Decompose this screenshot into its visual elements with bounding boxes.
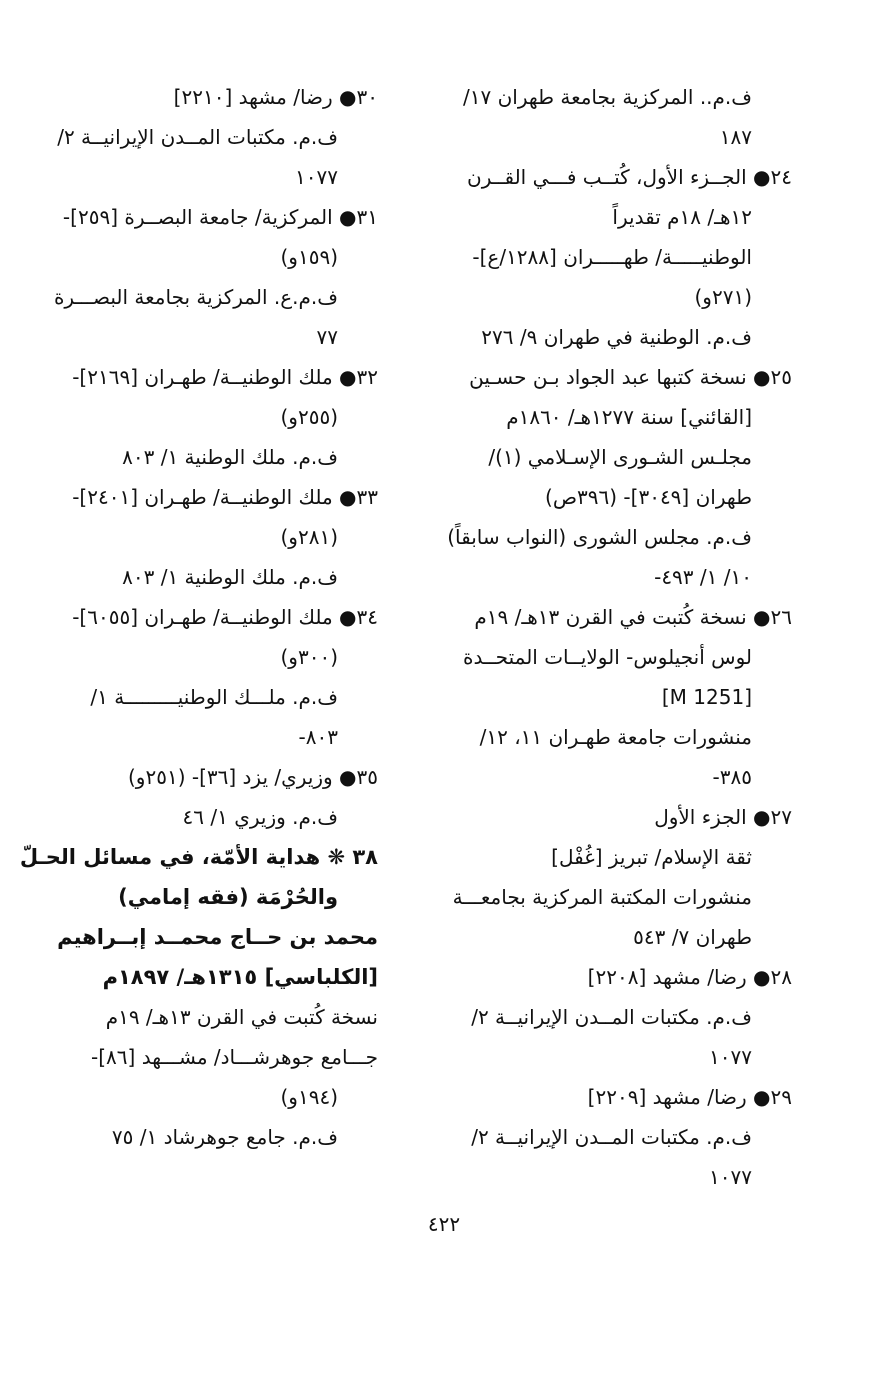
text-line: ٣٤● ملك الوطنيــة/ طهـران [٦٠٥٥]- xyxy=(72,605,378,629)
text-line: ف.م. جامع جوهرشاد ١/ ٧٥ xyxy=(111,1125,338,1149)
text-line: [القائني] سنة ١٢٧٧هـ/ ١٨٦٠م xyxy=(506,405,752,429)
text-line: (١٥٩و) xyxy=(280,245,338,269)
text-line: ف.م. ملك الوطنية ١/ ٨٠٣ xyxy=(122,445,338,469)
text-line: طهران ٧/ ٥٤٣ xyxy=(633,925,752,949)
text-line: لوس أنجيلوس- الولايــات المتحــدة xyxy=(462,645,752,669)
text-line: ١٠/ ١/ ٤٩٣- xyxy=(654,565,752,589)
text-line: ف.م. مكتبات المــدن الإيرانيــة ٢/ xyxy=(471,1125,752,1149)
text-line: ٣٢● ملك الوطنيــة/ طهـران [٢١٦٩]- xyxy=(72,365,378,389)
text-line: ٢٨● رضا/ مشهد [٢٢٠٨] xyxy=(587,965,792,989)
text-line: ٣٣● ملك الوطنيــة/ طهـران [٢٤٠١]- xyxy=(72,485,378,509)
text-line: (٢٨١و) xyxy=(280,525,338,549)
text-line: ١٠٧٧ xyxy=(295,165,338,189)
text-line: [الكلباسي] ١٣١٥هـ/ ١٨٩٧م xyxy=(102,965,378,989)
text-line: ٢٦● نسخة كُتبت في القرن ١٣هـ/ ١٩م xyxy=(474,605,792,629)
text-line: ٢٧● الجزء الأول xyxy=(654,805,792,829)
text-line: ٣٥● وزيري/ يزد [٣٦]- (٢٥١و) xyxy=(127,765,378,789)
text-line: جـــامع جوهرشـــاد/ مشـــهد [٨٦]- xyxy=(91,1045,378,1069)
text-line: نسخة كُتبت في القرن ١٣هـ/ ١٩م xyxy=(105,1005,378,1029)
page-number: ٤٢٢ xyxy=(427,1212,461,1236)
right-column xyxy=(440,77,792,1197)
text-line: ف.م. مجلس الشورى (النواب سابقاً) xyxy=(447,525,752,549)
text-line: ف.م. وزيري ١/ ٤٦ xyxy=(182,805,338,829)
text-line: ٣٠● رضا/ مشهد [٢٢١٠] xyxy=(173,85,378,109)
text-line: (٣٠٠و) xyxy=(280,645,338,669)
left-column xyxy=(19,77,378,1157)
text-line: ٣١● المركزية/ جامعة البصــرة [٢٥٩]- xyxy=(62,205,378,229)
text-line: مجلـس الشـورى الإسـلامي (١)/ xyxy=(488,445,752,469)
text-line: ٢٥● نسخة كتبها عبد الجواد بـن حسـين xyxy=(469,365,792,389)
text-line: ٢٩● رضا/ مشهد [٢٢٠٩] xyxy=(587,1085,792,1109)
text-line: ١٠٧٧ xyxy=(709,1165,752,1189)
text-line: ٧٧ xyxy=(316,325,338,349)
text-line: ١٨٧ xyxy=(719,125,752,149)
text-line: ١٢هـ/ ١٨م تقديراً xyxy=(612,205,752,229)
text-line: ٣٨ ❋ هداية الأمّة، في مسائل الحـلّ xyxy=(19,845,378,869)
text-line: ف.م. مكتبات المــدن الإيرانيــة ٢/ xyxy=(471,1005,752,1029)
text-line: (٢٥٥و) xyxy=(280,405,338,429)
text-line: طهران [٣٠٤٩]- (٣٩٦ص) xyxy=(545,485,752,509)
text-line: ٣٨٥- xyxy=(712,765,752,789)
text-line: (١٩٤و) xyxy=(280,1085,338,1109)
text-line: ف.م. ملك الوطنية ١/ ٨٠٣ xyxy=(122,565,338,589)
text-line: ف.م. ملـــك الوطنيـــــــــة ١/ xyxy=(90,685,338,709)
text-line: ٨٠٣- xyxy=(298,725,338,749)
text-line: منشورات جامعة طهـران ١١، ١٢/ xyxy=(479,725,752,749)
text-line: ف.م.ع. المركزية بجامعة البصـــرة xyxy=(53,285,338,309)
text-line: ثقة الإسلام/ تبريز [غُفْل] xyxy=(551,845,752,869)
text-line: محمد بن حــاج محمــد إبــراهيم xyxy=(57,925,378,949)
text-line: ف.م.. المركزية بجامعة طهران ١٧/ xyxy=(462,85,752,109)
text-line: ف.م. الوطنية في طهران ٩/ ٢٧٦ xyxy=(481,325,752,349)
text-line: ف.م. مكتبات المــدن الإيرانيــة ٢/ xyxy=(57,125,338,149)
text-line: ١٠٧٧ xyxy=(709,1045,752,1069)
text-line: (٢٧١و) xyxy=(694,285,752,309)
text-line: ٢٤● الجــزء الأول، كُتــب فـــي القــرن xyxy=(467,165,792,189)
text-line: والحُرْمَة (فقه إمامي) xyxy=(118,885,338,909)
text-line: [M 1251] xyxy=(661,685,752,709)
text-line: منشورات المكتبة المركزية بجامعـــة xyxy=(452,885,752,909)
text-line: الوطنيـــــة/ طهـــــران [١٢٨٨/ع]- xyxy=(472,245,752,269)
